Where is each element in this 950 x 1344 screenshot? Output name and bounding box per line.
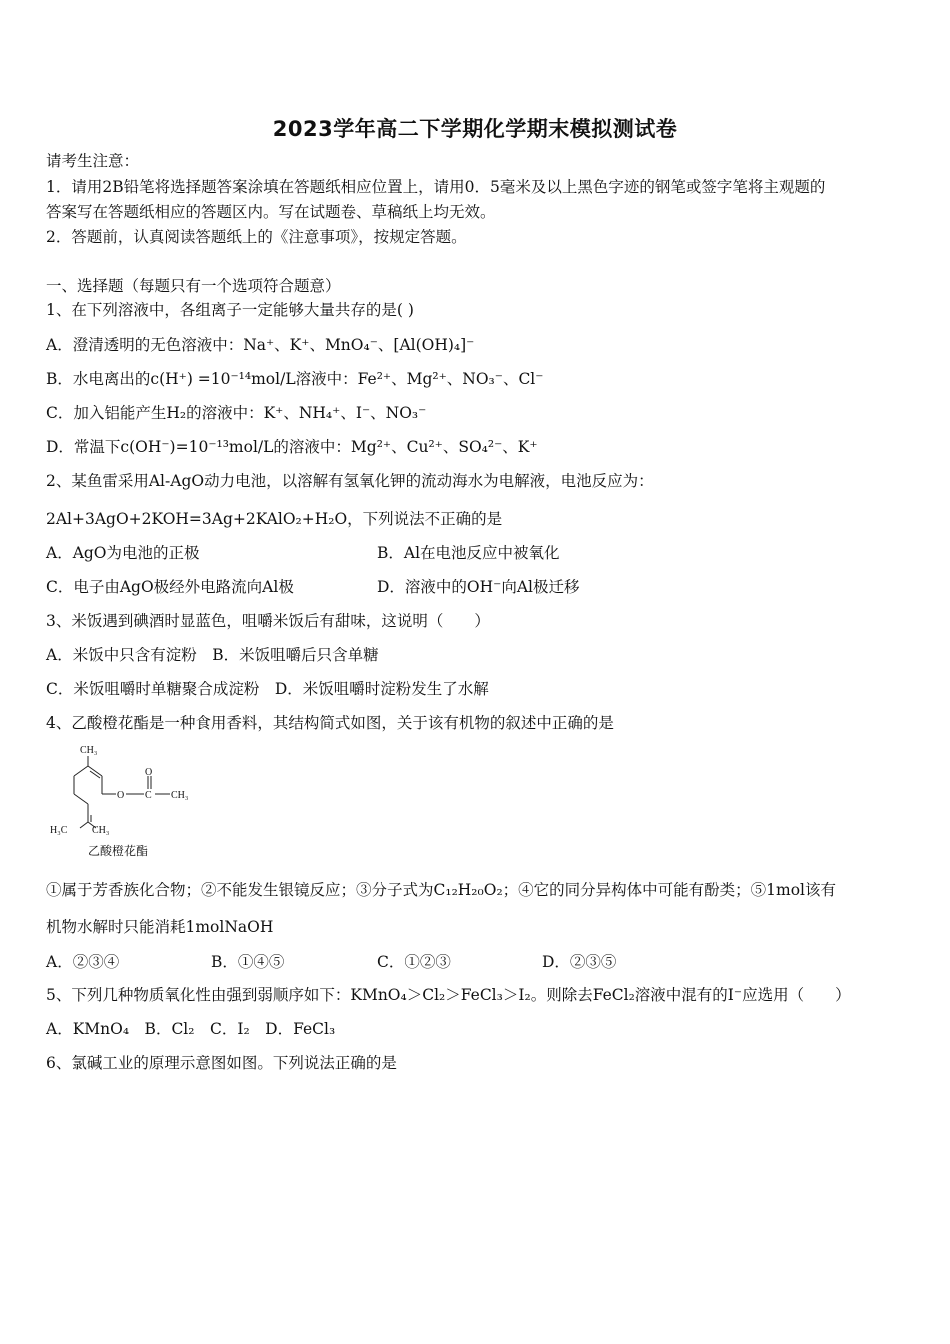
q4-option-a: A．②③④ xyxy=(46,953,120,971)
q1-option-a: A．澄清透明的无色溶液中：Na⁺、K⁺、MnO₄⁻、[Al(OH)₄]⁻ xyxy=(46,336,475,354)
q2-option-d: D．溶液中的OH⁻向Al极迁移 xyxy=(377,578,580,596)
mol-o-carbonyl: O xyxy=(145,767,153,778)
q3-options-ab: A．米饭中只含有淀粉 B．米饭咀嚼后只含单糖 xyxy=(46,646,379,664)
notice-item1-line1: 1．请用2B铅笔将选择题答案涂填在答题纸相应位置上，请用0．5毫米及以上黑色字迹的钢笔或签字笔将主观题的 xyxy=(46,178,826,196)
q2-reaction: 2Al+3AgO+2KOH=3Ag+2KAlO₂+H₂O，下列说法不正确的是 xyxy=(46,510,503,528)
q1-option-b: B．水电离出的c(H⁺) =10⁻¹⁴mol/L溶液中：Fe²⁺、Mg²⁺、NO₃⁻、Cl⁻ xyxy=(46,370,544,388)
q1-option-d: D．常温下c(OH⁻)=10⁻¹³mol/L的溶液中：Mg²⁺、Cu²⁺、SO₄²⁻、K⁺ xyxy=(46,438,538,456)
q4-option-d: D．②③⑤ xyxy=(542,953,617,971)
notice-item2: 2．答题前，认真阅读答题纸上的《注意事项》，按规定答题。 xyxy=(46,228,467,246)
mol-caption: 乙酸橙花酯 xyxy=(88,844,149,858)
q3-stem: 3、米饭遇到碘酒时显蓝色，咀嚼米饭后有甜味，这说明（ ） xyxy=(46,612,490,630)
section-heading: 一、选择题（每题只有一个选项符合题意） xyxy=(46,277,341,295)
mol-o-ester: O xyxy=(117,790,125,801)
q4-option-c: C．①②③ xyxy=(377,953,451,971)
notice-item1-line2: 答案写在答题纸相应的答题区内。写在试题卷、草稿纸上均无效。 xyxy=(46,203,496,221)
neryl-acetate-structure xyxy=(44,740,214,862)
mol-ch3-top: CH₃ xyxy=(80,745,98,756)
mol-c-carbonyl: C xyxy=(145,790,152,801)
q5-options: A．KMnO₄ B．Cl₂ C．I₂ D．FeCl₃ xyxy=(46,1020,336,1038)
q5-stem: 5、下列几种物质氧化性由强到弱顺序如下：KMnO₄＞Cl₂＞FeCl₃＞I₂。则除去FeCl₂溶液中混有的I⁻应选用（ ） xyxy=(46,986,851,1004)
q3-options-cd: C．米饭咀嚼时单糖聚合成淀粉 D．米饭咀嚼时淀粉发生了水解 xyxy=(46,680,489,698)
q4-statements-line2: 机物水解时只能消耗1molNaOH xyxy=(46,918,274,936)
page-title: 2023学年高二下学期化学期末模拟测试卷 xyxy=(272,117,678,141)
mol-h3c: H₃C xyxy=(50,825,68,836)
q2-option-b: B．Al在电池反应中被氧化 xyxy=(377,544,560,562)
notice-heading: 请考生注意： xyxy=(46,152,140,170)
mol-ch3-acyl: CH₃ xyxy=(171,790,189,801)
q1-stem: 1、在下列溶液中，各组离子一定能够大量共存的是( ) xyxy=(46,301,414,319)
q1-option-c: C．加入铝能产生H₂的溶液中：K⁺、NH₄⁺、I⁻、NO₃⁻ xyxy=(46,404,427,422)
q2-stem: 2、某鱼雷采用Al-AgO动力电池，以溶解有氢氧化钾的流动海水为电解液，电池反应为： xyxy=(46,472,654,490)
q4-statements-line1: ①属于芳香族化合物；②不能发生银镜反应；③分子式为C₁₂H₂₀O₂；④它的同分异构体中可能有酚类；⑤1mol该有 xyxy=(46,881,837,899)
q4-option-b: B．①④⑤ xyxy=(211,953,285,971)
mol-ch3-bottom: CH₃ xyxy=(92,825,110,836)
q4-stem: 4、乙酸橙花酯是一种食用香料，其结构简式如图，关于该有机物的叙述中正确的是 xyxy=(46,714,614,732)
q2-option-a: A．AgO为电池的正极 xyxy=(46,544,200,562)
q2-option-c: C．电子由AgO极经外电路流向Al极 xyxy=(46,578,294,596)
q6-stem: 6、氯碱工业的原理示意图如图。下列说法正确的是 xyxy=(46,1054,397,1072)
